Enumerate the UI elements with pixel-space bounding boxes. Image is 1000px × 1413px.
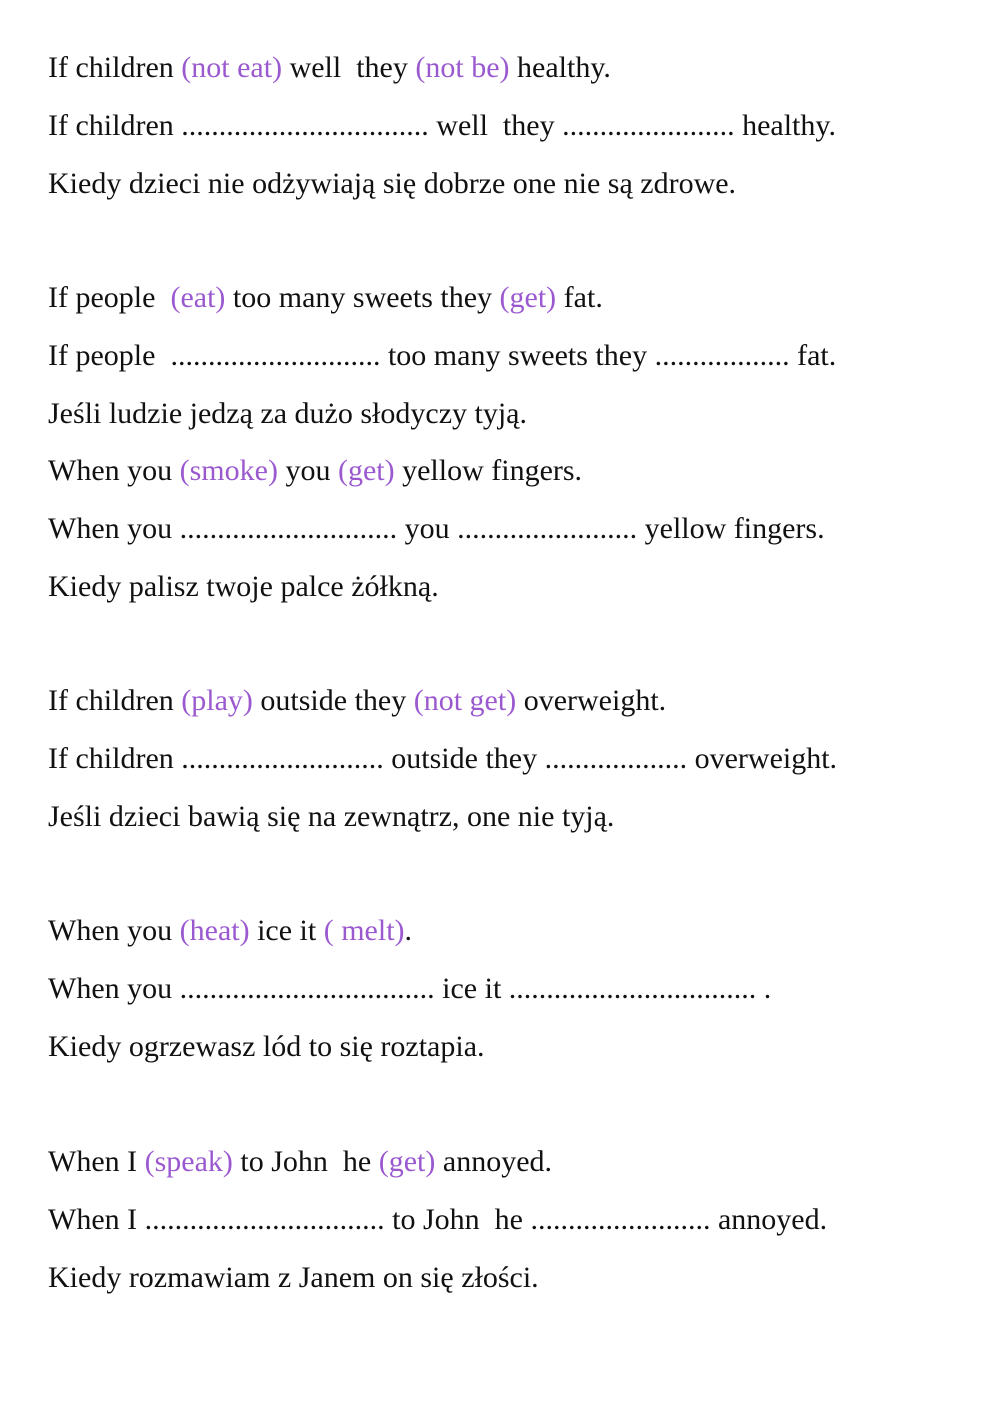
prompt-text: If people <box>48 281 171 314</box>
prompt-text: fat. <box>556 281 603 314</box>
fill-text: fat. <box>789 339 837 372</box>
answer-blank[interactable]: ........................ <box>457 512 638 545</box>
verb-hint: (eat) <box>170 281 226 314</box>
answer-blank[interactable]: .................................. <box>179 972 435 1005</box>
verb-hint: (not eat) <box>181 51 283 84</box>
polish-translation: Kiedy dzieci nie odżywiają się dobrze one nie są zdrowe. <box>48 167 737 200</box>
prompt-text: When you <box>48 914 180 947</box>
fill-text: If people <box>48 339 171 372</box>
exercise-fill-line <box>48 511 825 547</box>
fill-text: healthy. <box>734 109 836 142</box>
exercise-fill-line <box>48 108 836 144</box>
prompt-text: yellow fingers. <box>394 454 583 487</box>
prompt-text: annoyed. <box>435 1145 553 1178</box>
fill-text: outside they <box>383 742 545 775</box>
exercise-fill-line <box>48 741 837 777</box>
answer-blank[interactable]: ....................... <box>562 109 735 142</box>
prompt-text: When you <box>48 454 180 487</box>
prompt-text: well they <box>282 51 416 84</box>
verb-hint: (smoke) <box>179 454 278 487</box>
answer-blank[interactable]: ........................... <box>181 742 384 775</box>
exercise-prompt <box>48 683 666 719</box>
prompt-text: When I <box>48 1145 145 1178</box>
exercise-prompt <box>48 50 611 86</box>
fill-text: well they <box>428 109 563 142</box>
fill-text: ice it <box>434 972 509 1005</box>
answer-blank[interactable]: ............................ <box>170 339 381 372</box>
fill-text: . <box>756 972 772 1005</box>
answer-blank[interactable]: ............................. <box>179 512 398 545</box>
answer-blank[interactable]: ................................. <box>181 109 429 142</box>
fill-text: If children <box>48 742 182 775</box>
polish-translation: Jeśli ludzie jedzą za dużo słodyczy tyją. <box>48 397 527 430</box>
verb-hint: (heat) <box>179 914 250 947</box>
fill-text: yellow fingers. <box>637 512 825 545</box>
verb-hint: (play) <box>181 684 253 717</box>
fill-text: When you <box>48 972 180 1005</box>
prompt-text: overweight. <box>516 684 667 717</box>
verb-hint: (not get) <box>413 684 517 717</box>
exercise-prompt <box>48 1144 552 1180</box>
answer-blank[interactable]: ................................. <box>508 972 757 1005</box>
exercise-prompt <box>48 913 412 949</box>
polish-translation: Kiedy ogrzewasz lód to się roztapia. <box>48 1030 485 1063</box>
verb-hint: (not be) <box>415 51 510 84</box>
fill-text: annoyed. <box>710 1203 828 1236</box>
prompt-text: If children <box>48 51 182 84</box>
exercise-fill-line <box>48 338 836 374</box>
prompt-text: If children <box>48 684 182 717</box>
fill-text: to John he <box>384 1203 531 1236</box>
exercise-fill-line <box>48 1202 827 1238</box>
exercise-prompt <box>48 280 603 316</box>
exercise-fill-line <box>48 971 771 1007</box>
prompt-text: too many sweets they <box>225 281 500 314</box>
verb-hint: (get) <box>378 1145 436 1178</box>
verb-hint: (speak) <box>144 1145 233 1178</box>
answer-blank[interactable]: .................. <box>654 339 790 372</box>
polish-translation: Jeśli dzieci bawią się na zewnątrz, one nie tyją. <box>48 800 615 833</box>
prompt-text: . <box>404 914 413 947</box>
prompt-text: you <box>277 454 338 487</box>
fill-text: If children <box>48 109 182 142</box>
fill-text: When I <box>48 1203 145 1236</box>
prompt-text: outside they <box>252 684 414 717</box>
answer-blank[interactable]: ................................ <box>144 1203 385 1236</box>
polish-translation: Kiedy rozmawiam z Janem on się złości. <box>48 1261 539 1294</box>
fill-text: too many sweets they <box>380 339 655 372</box>
prompt-text: healthy. <box>509 51 611 84</box>
verb-hint: ( melt) <box>323 914 405 947</box>
prompt-text: to John he <box>232 1145 379 1178</box>
prompt-text: ice it <box>249 914 324 947</box>
fill-text: you <box>397 512 458 545</box>
fill-text: overweight. <box>687 742 838 775</box>
verb-hint: (get) <box>337 454 395 487</box>
verb-hint: (get) <box>499 281 557 314</box>
answer-blank[interactable]: ................... <box>544 742 688 775</box>
exercise-prompt <box>48 453 582 489</box>
answer-blank[interactable]: ........................ <box>530 1203 711 1236</box>
fill-text: When you <box>48 512 180 545</box>
polish-translation: Kiedy palisz twoje palce żółkną. <box>48 570 439 603</box>
